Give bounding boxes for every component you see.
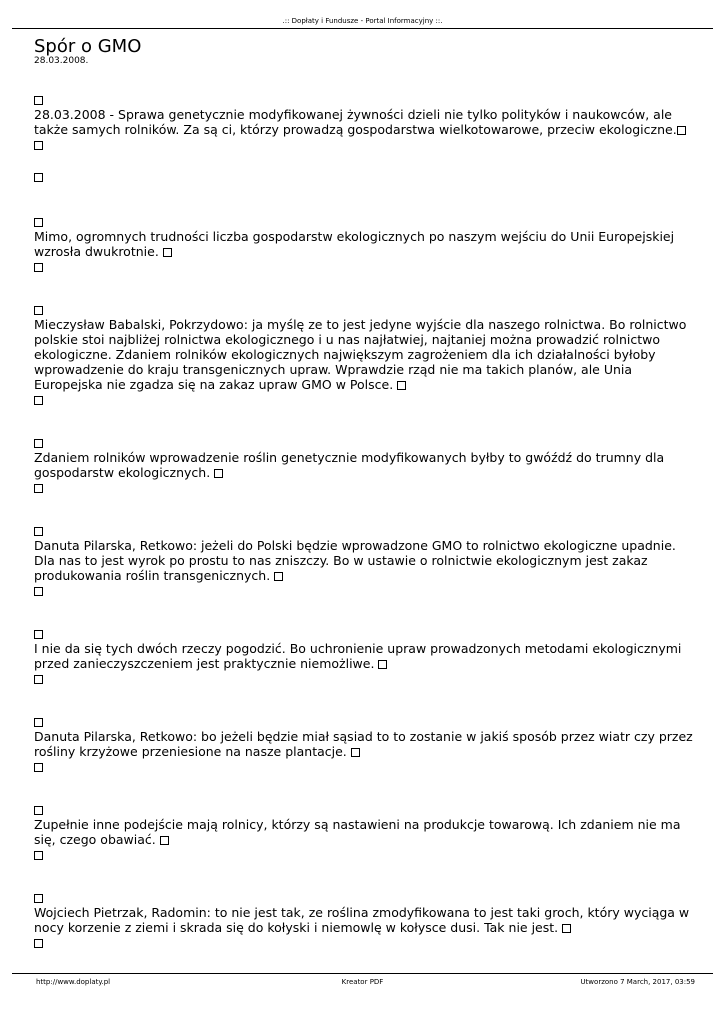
paragraph (34, 450, 694, 480)
missing-glyph-icon (34, 263, 43, 272)
site-title: .:: Dopłaty i Fundusze - Portal Informacyjny ::. (282, 17, 443, 25)
paragraph-text: Mimo, ogromnych trudności liczba gospodarstw ekologicznych po naszym wejściu do Unii Europejskiej wzrosła dwukrotnie. (34, 229, 675, 259)
placeholder-box-row (34, 759, 694, 774)
missing-glyph-icon (34, 527, 43, 536)
missing-glyph-icon (160, 836, 169, 845)
placeholder-box-row (34, 890, 694, 905)
missing-glyph-icon (34, 396, 43, 405)
missing-glyph-icon (34, 894, 43, 903)
missing-glyph-icon (34, 675, 43, 684)
paragraph-text: Danuta Pilarska, Retkowo: bo jeżeli będzie miał sąsiad to to zostanie w jakiś sposób przez wiatr czy przez rośliny krzyżowe przeniesione na nasze plantacje. (34, 729, 693, 759)
placeholder-box-row (34, 714, 694, 729)
footer-generator: Kreator PDF (341, 978, 384, 986)
page-header (12, 14, 713, 29)
paragraph-text: Mieczysław Babalski, Pokrzydowo: ja myślę ze to jest jedyne wyjście dla naszego rolnictwa. Bo rolnictwo polskie stoi najbliżej rolnictwa ekologicznego i u nas najłatwiej, najtaniej można prowadzić rolnictwo ekologiczne. Zdaniem rolników ekologicznych największym zagrożeniem dla ich działalności byłoby wprowadzenie do kraju transgenicznych upraw. Wprawdzie rząd nie ma takich planów, ale Unia Europejska nie zgadza się na zakaz upraw GMO w Polsce. (34, 317, 687, 392)
placeholder-box-row (34, 137, 694, 152)
placeholder-box-row (34, 392, 694, 407)
missing-glyph-icon (34, 939, 43, 948)
missing-glyph-icon (34, 851, 43, 860)
paragraph (34, 538, 694, 583)
placeholder-box-row (34, 214, 694, 229)
missing-glyph-icon (34, 218, 43, 227)
page-footer (12, 973, 713, 988)
paragraph-text: Wojciech Pietrzak, Radomin: to nie jest tak, ze roślina zmodyfikowana to jest taki groch, który wyciąga w nocy korzenie z ziemi i skrada się do kołyski i niemowlę w kołysce dusi. Tak nie jest. (34, 905, 690, 935)
missing-glyph-icon (274, 572, 283, 581)
placeholder-box-row (34, 671, 694, 686)
missing-glyph-icon (34, 484, 43, 493)
paragraph (34, 317, 694, 392)
missing-glyph-icon (34, 439, 43, 448)
placeholder-box-row (34, 302, 694, 317)
placeholder-box-row (34, 626, 694, 641)
placeholder-box-row (34, 259, 694, 274)
placeholder-box-row (34, 169, 694, 184)
missing-glyph-icon (378, 660, 387, 669)
paragraph (34, 641, 694, 671)
placeholder-box-row (34, 435, 694, 450)
paragraph (34, 905, 694, 935)
footer-url-link[interactable]: http://www.doplaty.pl (36, 978, 111, 986)
paragraph-text: I nie da się tych dwóch rzeczy pogodzić. Bo uchronienie upraw prowadzonych metodami ekologicznymi przed zanieczyszczeniem jest praktycznie niemożliwe. (34, 641, 682, 671)
paragraph (34, 229, 694, 259)
missing-glyph-icon (34, 587, 43, 596)
paragraph (34, 107, 694, 137)
missing-glyph-icon (397, 381, 406, 390)
missing-glyph-icon (562, 924, 571, 933)
paragraph-text: 28.03.2008 - Sprawa genetycznie modyfikowanej żywności dzieli nie tylko polityków i naukowców, ale także samych rolników. Za są ci, którzy prowadzą gospodarstwa wielkotowarowe, przeciw ekologiczne. (34, 107, 677, 137)
placeholder-box-row (34, 480, 694, 495)
paragraph-text: Zdaniem rolników wprowadzenie roślin genetycznie modyfikowanych byłby to gwóźdź do trumny dla gospodarstw ekologicznych. (34, 450, 665, 480)
paragraph-text: Danuta Pilarska, Retkowo: jeżeli do Polski będzie wprowadzone GMO to rolnictwo ekologiczne upadnie. Dla nas to jest wyrok po prostu to nas zniszczy. Bo w ustawie o rolnictwie ekologicznym jest zakaz produkowania roślin transgenicznych. (34, 538, 676, 583)
missing-glyph-icon (34, 141, 43, 150)
missing-glyph-icon (163, 248, 172, 257)
missing-glyph-icon (34, 173, 43, 182)
missing-glyph-icon (677, 126, 686, 135)
missing-glyph-icon (34, 630, 43, 639)
placeholder-box-row (34, 92, 694, 107)
placeholder-box-row (34, 935, 694, 950)
paragraph (34, 817, 694, 847)
article-body (34, 92, 694, 950)
placeholder-box-row (34, 523, 694, 538)
missing-glyph-icon (34, 763, 43, 772)
paragraph (34, 729, 694, 759)
placeholder-box-row (34, 583, 694, 598)
missing-glyph-icon (34, 306, 43, 315)
missing-glyph-icon (34, 806, 43, 815)
footer-created-date: Utworzono 7 March, 2017, 03:59 (580, 978, 695, 986)
article-date: 28.03.2008. (34, 56, 89, 66)
missing-glyph-icon (34, 718, 43, 727)
placeholder-box-row (34, 802, 694, 817)
paragraph-text: Zupełnie inne podejście mają rolnicy, którzy są nastawieni na produkcje towarową. Ich zdaniem nie ma się, czego obawiać. (34, 817, 681, 847)
missing-glyph-icon (34, 96, 43, 105)
article-title: Spór o GMO (34, 36, 142, 57)
missing-glyph-icon (351, 748, 360, 757)
missing-glyph-icon (214, 469, 223, 478)
placeholder-box-row (34, 847, 694, 862)
